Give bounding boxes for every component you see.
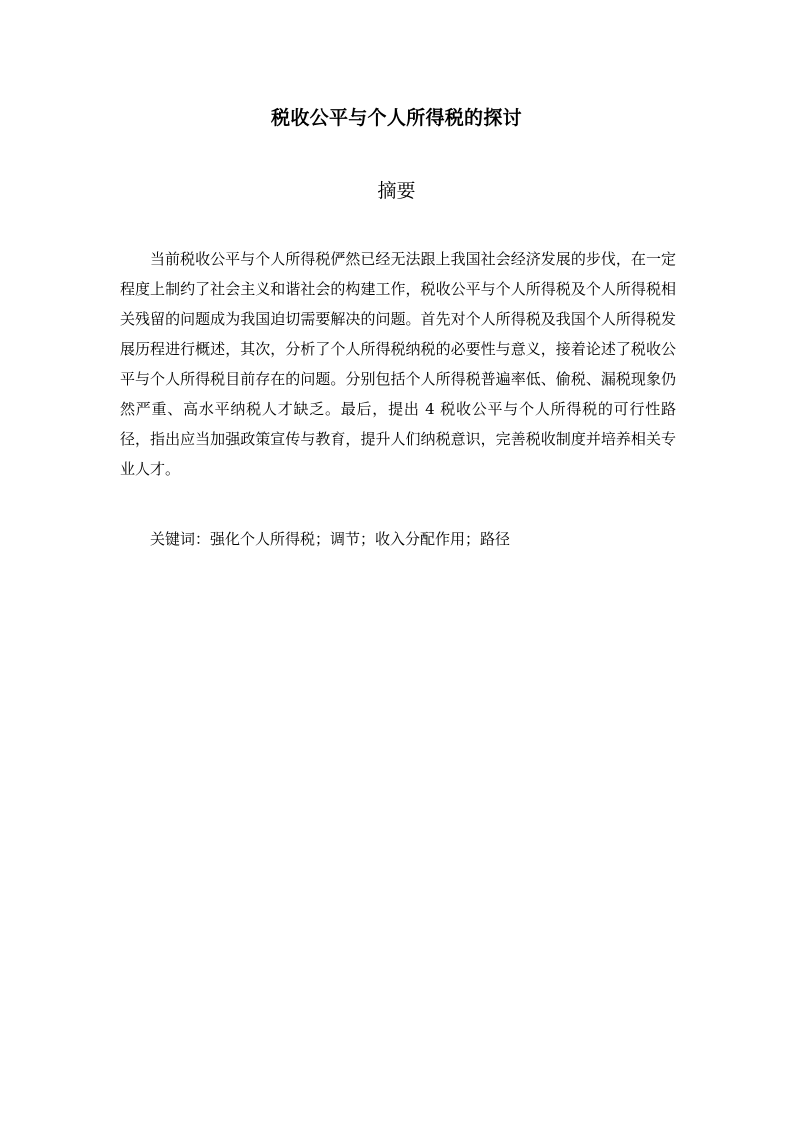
keywords-line: 关键词：强化个人所得税；调节；收入分配作用；路径 xyxy=(150,530,511,548)
abstract-paragraph: 当前税收公平与个人所得税俨然已经无法跟上我国社会经济发展的步伐，在一定程度上制约了社会主义和谐社会的构建工作，税收公平与个人所得税及个人所得税相关残留的问题成为我国迫切需要解决的问题。首先对个人所得税及我国个人所得税发展历程进行概述，其次，分析了个人所得税纳税的必要性与意义，接着论述了税收公平与个人所得税目前存在的问题。分别包括个人所得税普遍率低、偷税、漏税现象仍然严重、高水平纳税人才缺乏。最后，提出 4 税收公平与个人所得税的可行性路径，指出应当加强政策宣传与教育，提升人们纳税意识，完善税收制度并培养相关专业人才。 xyxy=(120,250,676,478)
document-title: 税收公平与个人所得税的探讨 xyxy=(271,107,522,129)
abstract-heading: 摘要 xyxy=(377,180,416,202)
